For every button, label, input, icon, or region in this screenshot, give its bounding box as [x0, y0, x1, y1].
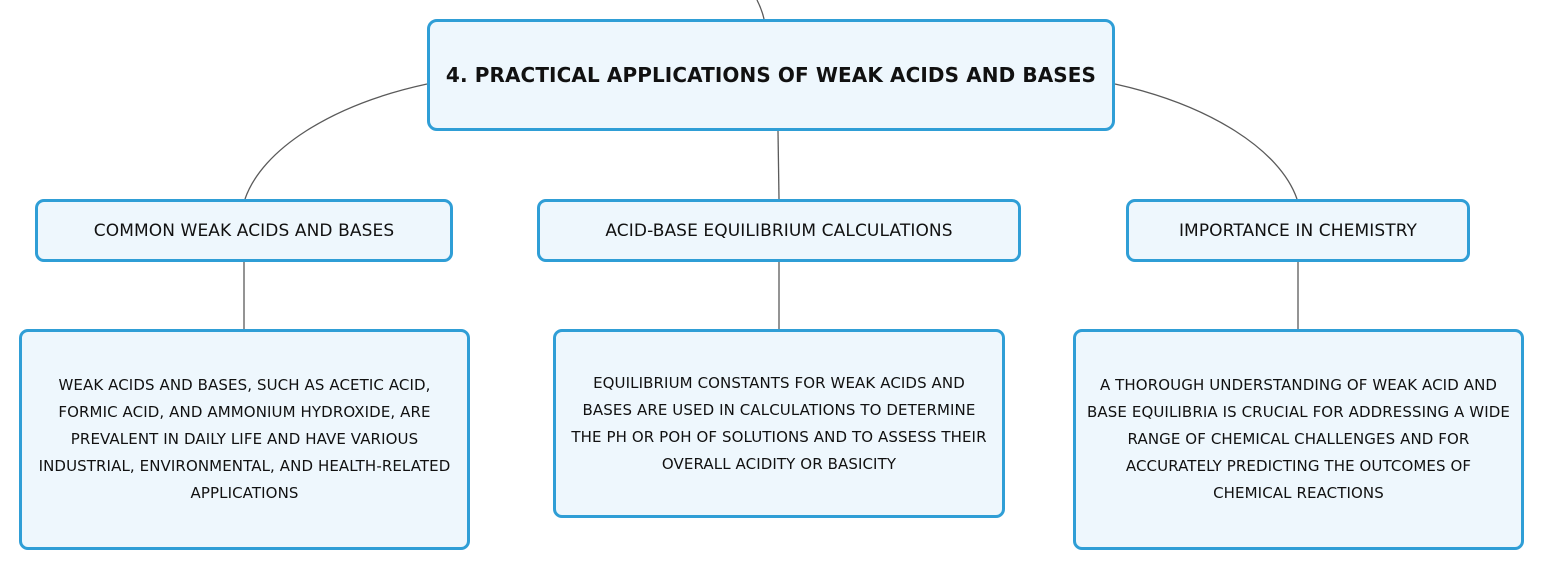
detail-node-importance-in-chemistry[interactable] — [1073, 329, 1524, 550]
connector-from-parent — [757, 0, 764, 19]
branch-label: IMPORTANCE IN CHEMISTRY — [1178, 220, 1418, 241]
detail-node-common-weak-acids[interactable] — [19, 329, 470, 550]
branch-label: ACID-BASE EQUILIBRIUM CALCULATIONS — [605, 220, 953, 241]
detail-text: EQUILIBRIUM CONSTANTS FOR WEAK ACIDS AND BASES ARE USED IN CALCULATIONS TO DETERMINE THE PH OR POH OF SOLUTIONS AND TO ASSESS THEIR OVERALL ACIDITY OR BASICITY — [571, 373, 987, 473]
detail-node-equilibrium-calculations[interactable] — [553, 329, 1005, 518]
connector-root-to-branch-3 — [1115, 84, 1297, 199]
branch-node-equilibrium-calculations[interactable] — [537, 199, 1021, 262]
connector-root-to-branch-2 — [778, 131, 779, 199]
branch-label: COMMON WEAK ACIDS AND BASES — [93, 220, 395, 241]
branch-node-importance-in-chemistry[interactable] — [1126, 199, 1470, 262]
detail-text: A THOROUGH UNDERSTANDING OF WEAK ACID AND BASE EQUILIBRIA IS CRUCIAL FOR ADDRESSING A WIDE RANGE OF CHEMICAL CHALLENGES AND FOR ACCURATELY PREDICTING THE OUTCOMES OF CHEMICAL REACTIONS — [1087, 376, 1510, 502]
detail-text: WEAK ACIDS AND BASES, SUCH AS ACETIC ACID, FORMIC ACID, AND AMMONIUM HYDROXIDE, ARE PREVALENT IN DAILY LIFE AND HAVE VARIOUS INDUSTRIAL, ENVIRONMENTAL, AND HEALTH-RELATED APPLICATIONS — [38, 376, 451, 502]
connector-root-to-branch-1 — [245, 84, 427, 199]
root-topic-label: 4. PRACTICAL APPLICATIONS OF WEAK ACIDS AND BASES — [445, 63, 1097, 87]
branch-node-common-weak-acids[interactable] — [35, 199, 453, 262]
root-topic-node[interactable] — [427, 19, 1115, 131]
